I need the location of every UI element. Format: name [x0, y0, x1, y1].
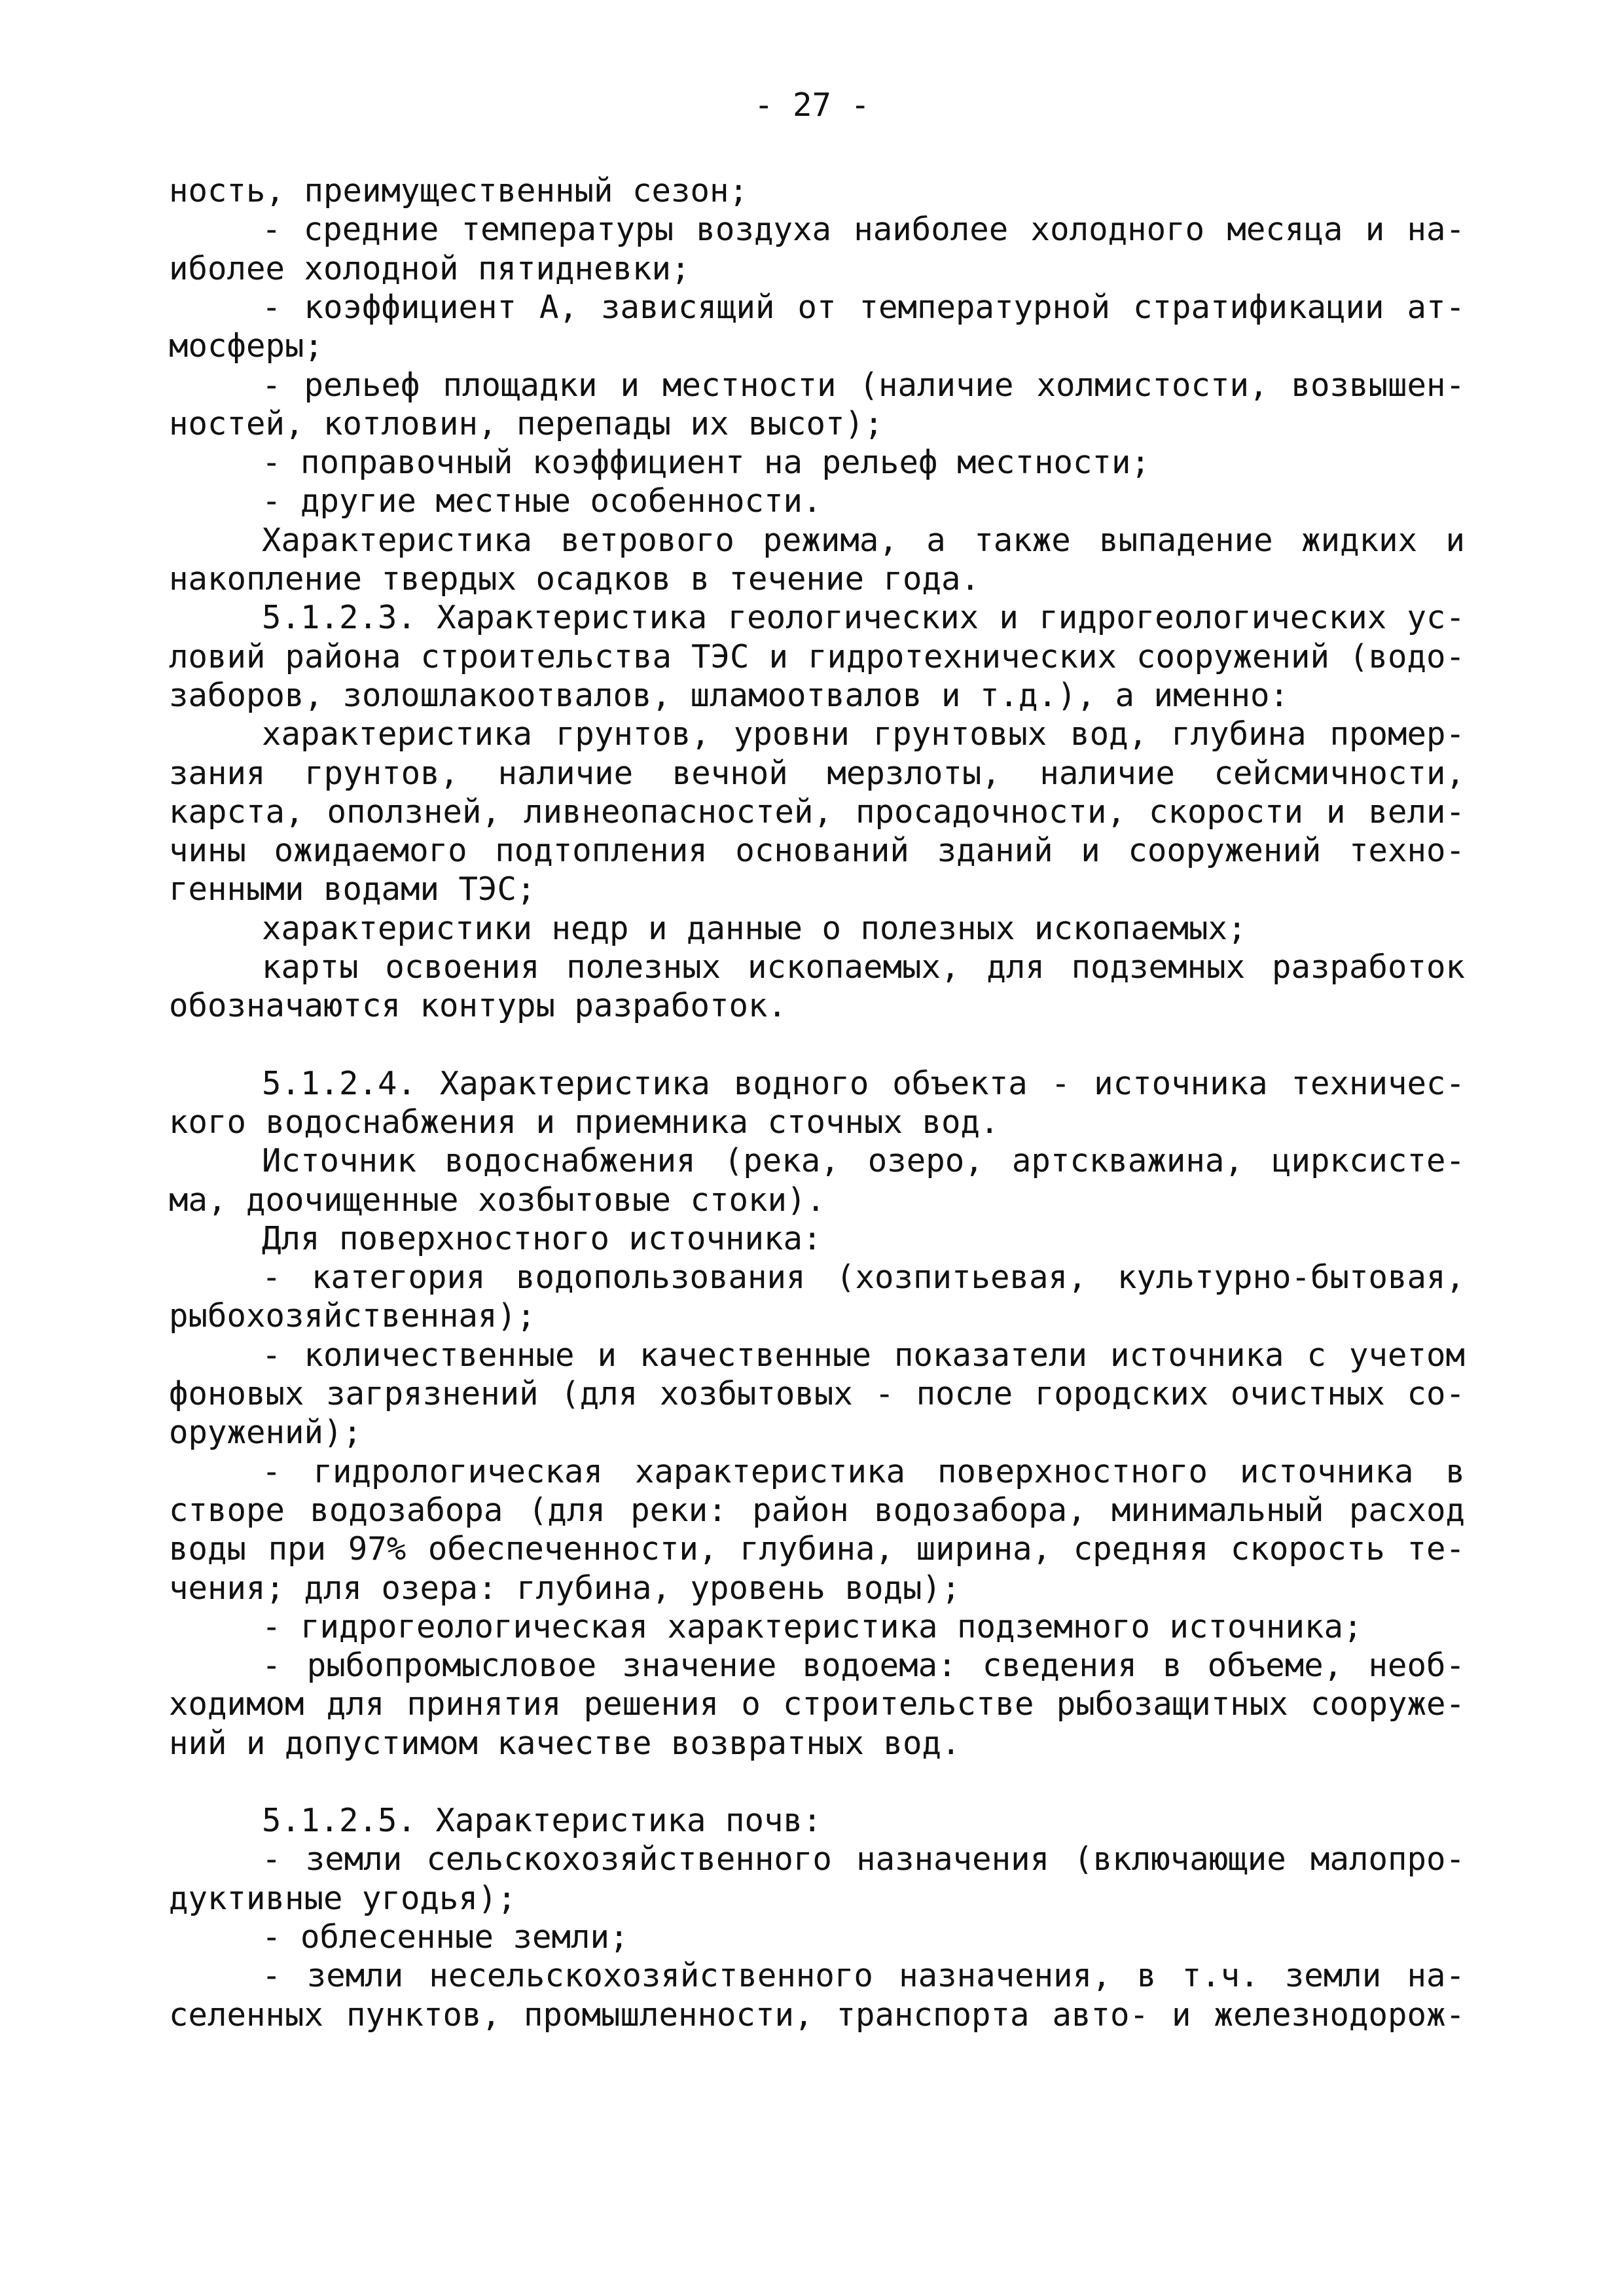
text-line: - средние температуры воздуха наиболее холодного месяца и на-: [262, 211, 1465, 249]
text-line: обозначаются контуры разработок.: [169, 987, 787, 1025]
text-line: - коэффициент А, зависящий от температурной стратификации ат-: [262, 288, 1465, 326]
text-line: генными водами ТЭС;: [169, 870, 536, 908]
text-line: характеристика грунтов, уровни грунтовых вод, глубина промер-: [262, 715, 1465, 753]
text-line: - облесенные земли;: [262, 1918, 629, 1956]
text-line: чины ожидаемого подтопления оснований зданий и сооружений техно-: [169, 832, 1465, 870]
text-line: дуктивные угодья);: [169, 1879, 517, 1917]
text-line: ходимом для принятия решения о строительстве рыбозащитных сооруже-: [169, 1685, 1465, 1723]
text-line: чения; для озера: глубина, уровень воды);: [169, 1569, 961, 1607]
text-line: зания грунтов, наличие вечной мерзлоты, наличие сейсмичности,: [169, 754, 1465, 792]
text-line: воды при 97% обеспеченности, глубина, ширина, средняя скорость те-: [169, 1530, 1465, 1568]
text-line: 5.1.2.4. Характеристика водного объекта - источника техничес-: [262, 1064, 1465, 1102]
text-line: 5.1.2.3. Характеристика геологических и гидрогеологических ус-: [262, 599, 1465, 637]
text-line: оружений);: [169, 1414, 363, 1452]
text-line: - другие местные особенности.: [262, 482, 822, 520]
text-line: створе водозабора (для реки: район водозабора, минимальный расход: [169, 1491, 1465, 1529]
text-line: - поправочный коэффициент на рельеф местности;: [262, 444, 1151, 482]
text-line: характеристики недр и данные о полезных ископаемых;: [262, 909, 1247, 947]
text-line: кого водоснабжения и приемника сточных вод.: [169, 1103, 1000, 1141]
text-line: иболее холодной пятидневки;: [169, 249, 691, 287]
text-line: ма, доочищенные хозбытовые стоки).: [169, 1181, 826, 1219]
text-line: заборов, золошлакоотвалов, шламоотвалов и т.д.), а именно:: [169, 676, 1290, 714]
text-line: - категория водопользования (хозпитьевая, культурно-бытовая,: [262, 1259, 1465, 1297]
text-line: Для поверхностного источника:: [262, 1219, 822, 1257]
text-line: - земли несельскохозяйственного назначения, в т.ч. земли на-: [262, 1957, 1465, 1995]
text-line: - гидрогеологическая характеристика подземного источника;: [262, 1607, 1363, 1645]
text-line: Источник водоснабжения (река, озеро, артскважина, цирксисте-: [262, 1142, 1465, 1180]
text-line: фоновых загрязнений (для хозбытовых - после городских очистных со-: [169, 1375, 1465, 1412]
text-line: - рельеф площадки и местности (наличие холмистости, возвышен-: [262, 366, 1465, 404]
text-line: ность, преимущественный сезон;: [169, 172, 749, 209]
text-line: - гидрологическая характеристика поверхностного источника в: [262, 1452, 1465, 1490]
text-line: селенных пунктов, промышленности, транспорта авто- и железнодорож-: [169, 1996, 1465, 2034]
text-line: ний и допустимом качестве возвратных вод.: [169, 1724, 961, 1762]
text-line: - рыбопромысловое значение водоема: сведения в объеме, необ-: [262, 1647, 1465, 1685]
text-line: рыбохозяйственная);: [169, 1297, 536, 1335]
text-line: Характеристика ветрового режима, а также выпадение жидких и: [262, 521, 1465, 559]
text-line: - земли сельскохозяйственного назначения (включающие малопро-: [262, 1840, 1465, 1878]
text-line: - количественные и качественные показатели источника с учетом: [262, 1336, 1465, 1374]
text-line: ловий района строительства ТЭС и гидротехнических сооружений (водо-: [169, 637, 1465, 675]
text-line: мосферы;: [169, 327, 324, 365]
text-line: 5.1.2.5. Характеристика почв:: [262, 1802, 822, 1839]
text-line: карты освоения полезных ископаемых, для подземных разработок: [262, 948, 1465, 986]
text-line: накопление твердых осадков в течение года.: [169, 560, 981, 598]
page-number: - 27 -: [753, 86, 870, 124]
text-line: ностей, котловин, перепады их высот);: [169, 404, 884, 442]
text-line: карста, оползней, ливнеопасностей, просадочности, скорости и вели-: [169, 793, 1465, 831]
